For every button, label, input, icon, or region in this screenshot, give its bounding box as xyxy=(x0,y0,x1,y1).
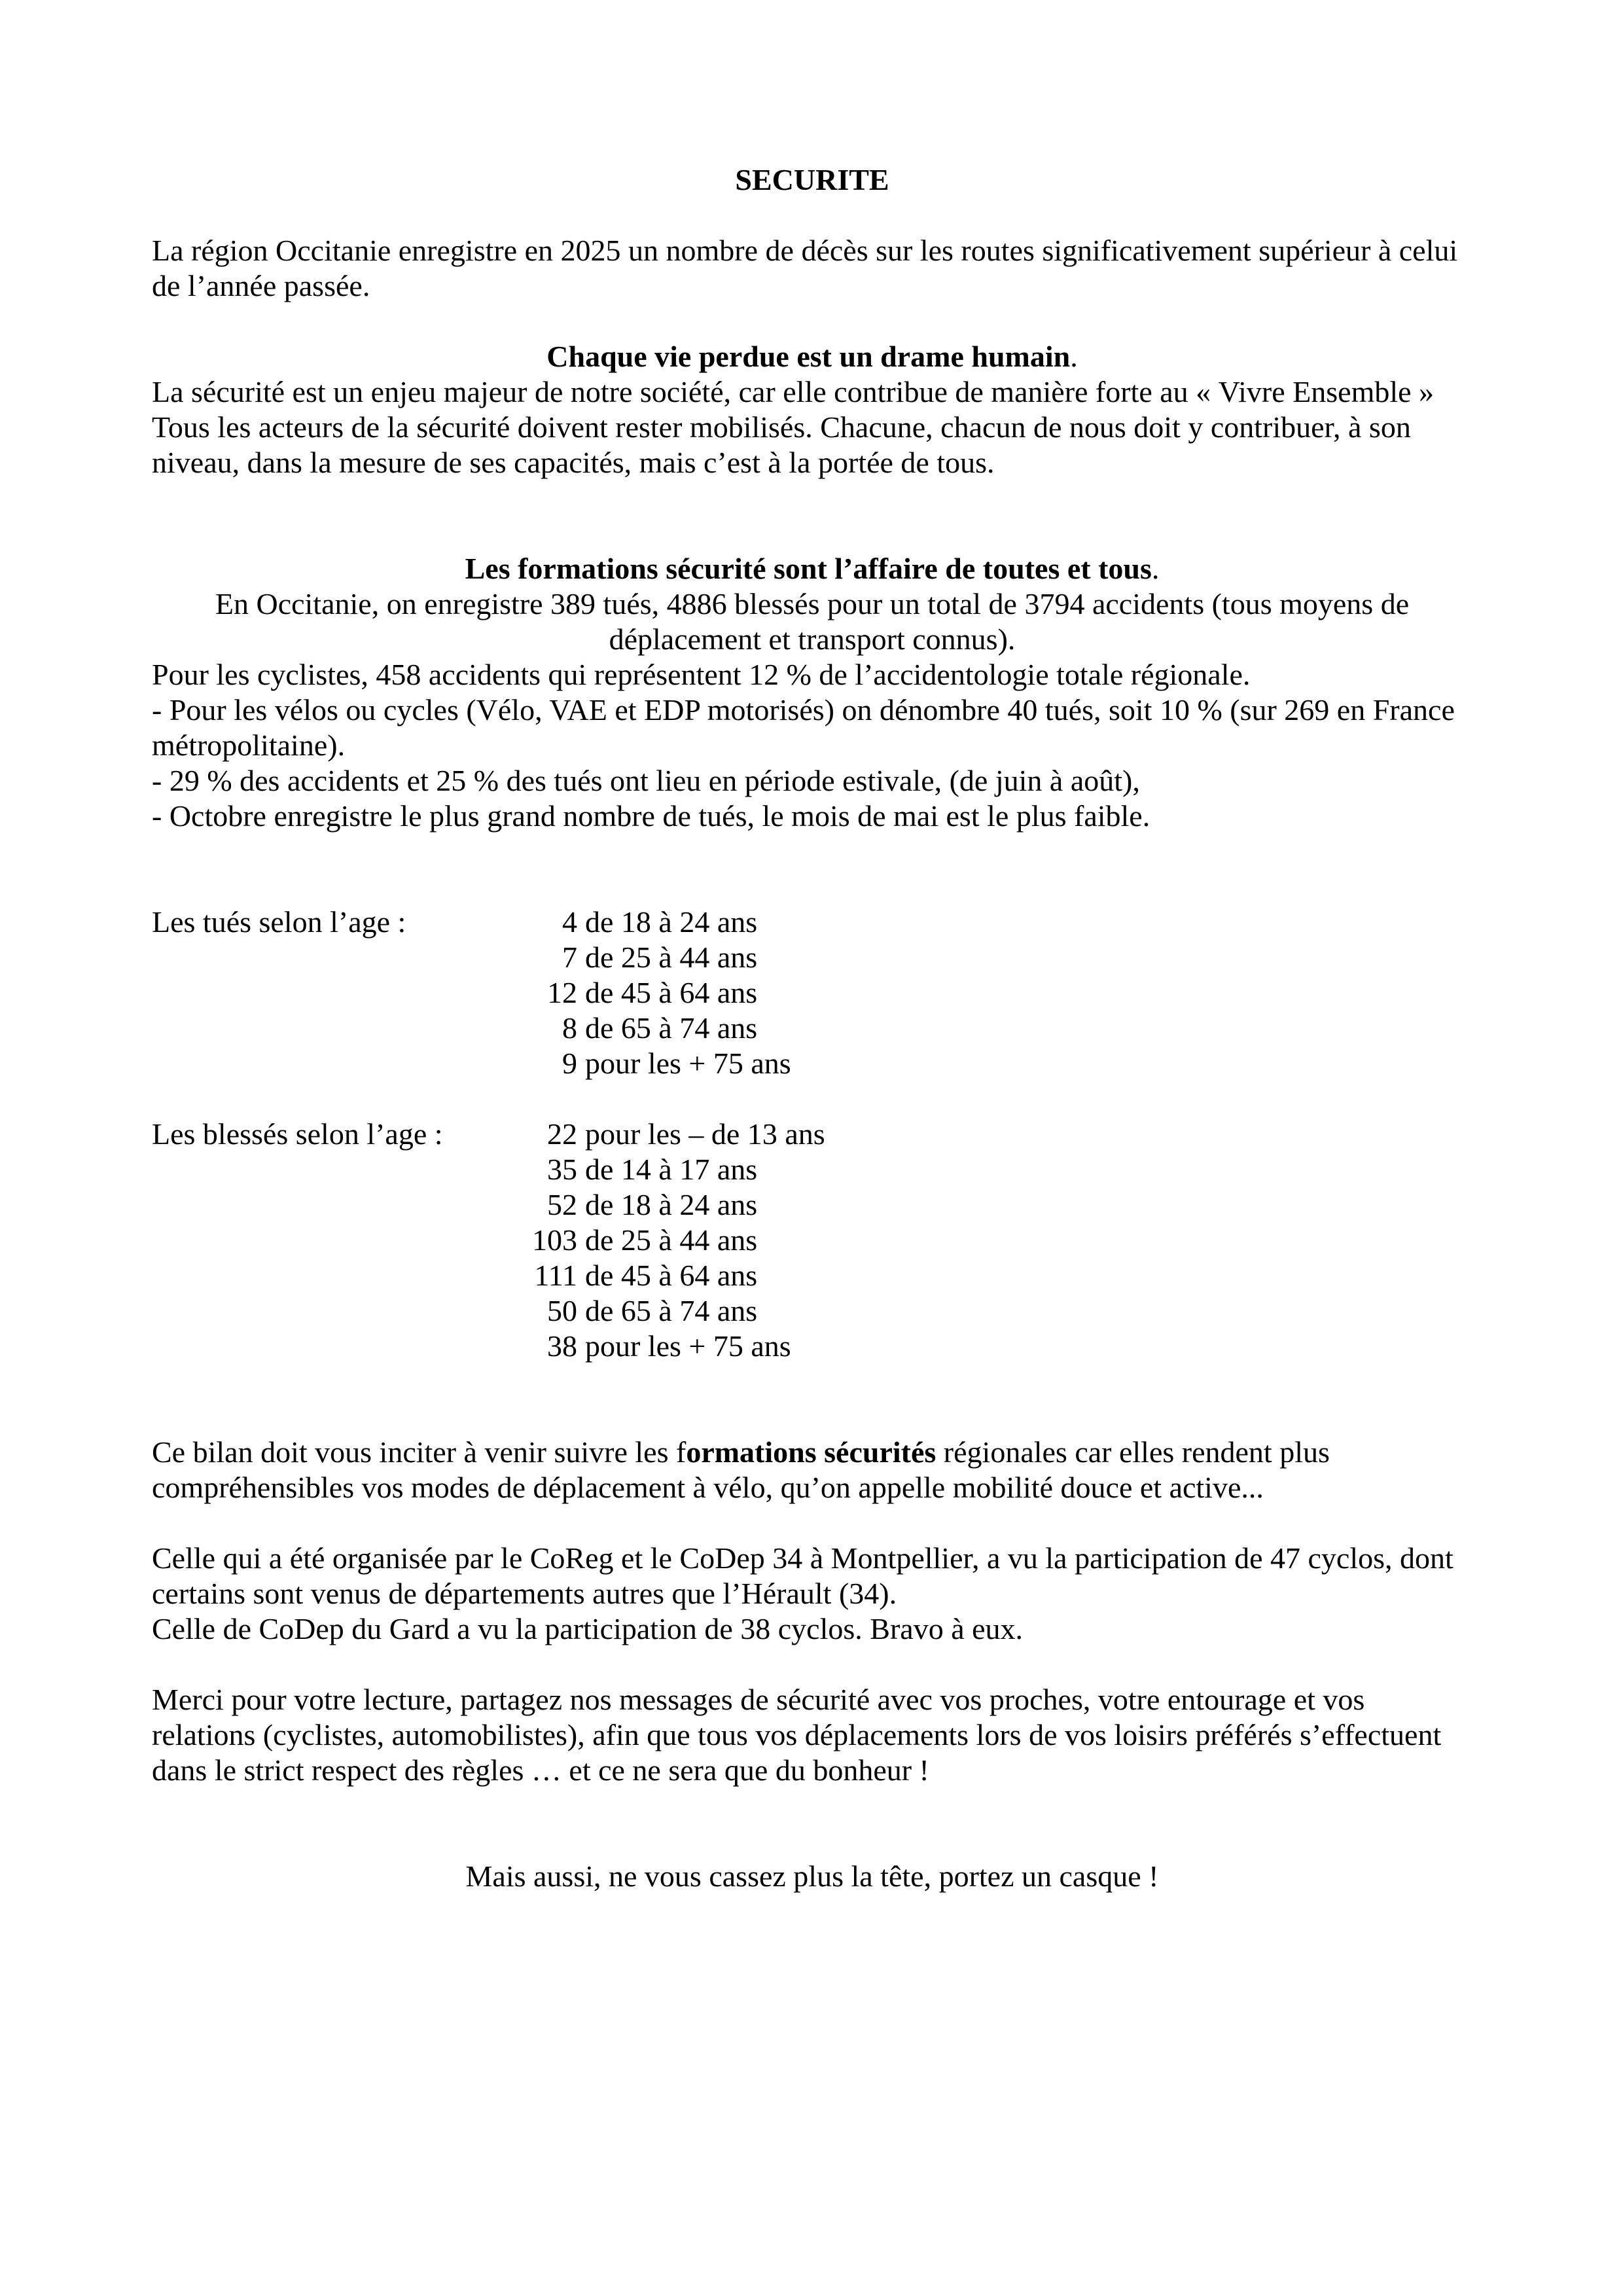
injured-age-range: de 18 à 24 ans xyxy=(585,1188,758,1221)
casque-paragraph: Mais aussi, ne vous cassez plus la tête, portez un casque ! xyxy=(465,1859,1159,1893)
blank-line xyxy=(152,1788,1472,1823)
killed-count: 9 xyxy=(562,1047,577,1080)
injured-item-row xyxy=(152,1152,1472,1187)
heading-drame-humain-period: . xyxy=(1070,340,1078,373)
blank-line xyxy=(152,1364,1472,1399)
injured-age-range: de 14 à 17 ans xyxy=(585,1153,758,1186)
injured-count: 103 xyxy=(532,1223,577,1257)
heading-formations-text: Les formations sécurité sont l’affaire de toutes et tous xyxy=(465,552,1152,585)
heading-formations xyxy=(152,551,1472,586)
injured-age-range: de 25 à 44 ans xyxy=(585,1223,758,1257)
blank-line xyxy=(152,834,1472,869)
injured-count: 38 xyxy=(547,1329,577,1363)
bilan-paragraph xyxy=(152,1435,1472,1505)
stats-region-paragraph: En Occitanie, on enregistre 389 tués, 4886 blessés pour un total de 3794 accidents (tous moyens de déplacement et transport connus). xyxy=(215,587,1410,656)
injured-item-row xyxy=(152,1223,1472,1258)
injured-item-row xyxy=(152,1293,1472,1329)
killed-item-row xyxy=(152,940,1472,975)
blank-line xyxy=(152,304,1472,339)
formation-gard-paragraph: Celle de CoDep du Gard a vu la participation de 38 cyclos. Bravo à eux. xyxy=(152,1612,1024,1645)
blank-line xyxy=(152,1081,1472,1117)
stats-octobre-paragraph: - Octobre enregistre le plus grand nombre de tués, le mois de mai est le plus faible. xyxy=(152,799,1150,833)
blank-line xyxy=(152,198,1472,233)
blank-line xyxy=(152,869,1472,905)
stats-cyclistes-paragraph: Pour les cyclistes, 458 accidents qui représentent 12 % de l’accidentologie totale régionale. xyxy=(152,658,1251,691)
killed-age-range: de 25 à 44 ans xyxy=(585,941,758,974)
killed-age-range: de 18 à 24 ans xyxy=(585,905,758,939)
securite-enjeu-paragraph: La sécurité est un enjeu majeur de notre société, car elle contribue de manière forte au « Vivre Ensemble » Tous les acteurs de la sécurité doivent rester mobilisés. Chacune, chacun de nous doit y contribuer, à son niveau, dans la mesure de ses capacités, mais c’est à la portée de tous. xyxy=(152,375,1435,479)
killed-age-range: de 65 à 74 ans xyxy=(585,1011,758,1045)
killed-by-age-section xyxy=(152,905,1472,1081)
killed-count: 4 xyxy=(562,905,577,939)
merci-paragraph: Merci pour votre lecture, partagez nos messages de sécurité avec vos proches, votre entourage et vos relations (cyclistes, automobilistes), afin que tous vos déplacements lors de vos loisirs préférés s’effectuent dans le strict respect des règles … et ce ne sera que du bonheur ! xyxy=(152,1683,1442,1787)
injured-age-range: pour les – de 13 ans xyxy=(585,1117,825,1151)
killed-item-row xyxy=(152,975,1472,1011)
heading-formations-period: . xyxy=(1151,552,1160,585)
bilan-text-start: Ce bilan doit vous inciter à venir suivre les f xyxy=(152,1435,687,1469)
blank-line xyxy=(152,480,1472,516)
injured-age-range: pour les + 75 ans xyxy=(585,1329,791,1363)
heading-drame-humain xyxy=(152,339,1472,374)
blank-line xyxy=(152,1823,1472,1859)
killed-age-range: de 45 à 64 ans xyxy=(585,976,758,1009)
killed-count: 8 xyxy=(562,1011,577,1045)
stats-velos-paragraph: - Pour les vélos ou cycles (Vélo, VAE et EDP motorisés) on dénombre 40 tués, soit 10 % (sur 269 en France métropolitaine). xyxy=(152,693,1455,762)
injured-item-row xyxy=(152,1329,1472,1364)
injured-count: 22 xyxy=(547,1117,577,1151)
killed-item-row xyxy=(152,1011,1472,1046)
stats-estivale-paragraph: - 29 % des accidents et 25 % des tués ont lieu en période estivale, (de juin à août), xyxy=(152,764,1140,797)
blank-line xyxy=(152,516,1472,551)
killed-count: 12 xyxy=(547,976,577,1009)
injured-item-row xyxy=(152,1187,1472,1223)
injured-age-range: de 65 à 74 ans xyxy=(585,1294,758,1327)
injured-by-age-section xyxy=(152,1117,1472,1364)
killed-age-range: pour les + 75 ans xyxy=(585,1047,791,1080)
injured-age-range: de 45 à 64 ans xyxy=(585,1259,758,1292)
blank-line xyxy=(152,1505,1472,1541)
injured-by-age-label: Les blessés selon l’age : xyxy=(152,1117,443,1151)
injured-count: 111 xyxy=(534,1259,577,1292)
injured-count: 52 xyxy=(547,1188,577,1221)
bilan-text-end: régionales car elles rendent plus compréhensibles vos modes de déplacement à vélo, qu’on appelle mobilité douce et active... xyxy=(152,1435,1330,1504)
formation-montpellier-paragraph: Celle qui a été organisée par le CoReg et le CoDep 34 à Montpellier, a vu la participation de 47 cyclos, dont certains sont venus de départements autres que l’Hérault (34). xyxy=(152,1541,1454,1610)
killed-item-row xyxy=(152,1046,1472,1081)
injured-count: 50 xyxy=(547,1294,577,1327)
injured-count: 35 xyxy=(547,1153,577,1186)
blank-line xyxy=(152,1399,1472,1435)
blank-line xyxy=(152,1647,1472,1682)
injured-item-row xyxy=(152,1258,1472,1293)
heading-drame-humain-text: Chaque vie perdue est un drame humain xyxy=(546,340,1071,373)
killed-by-age-label: Les tués selon l’age : xyxy=(152,905,406,939)
bilan-text-bold: ormations sécurités xyxy=(686,1435,936,1469)
killed-count: 7 xyxy=(562,941,577,974)
intro-paragraph: La région Occitanie enregistre en 2025 un nombre de décès sur les routes significativement supérieur à celui de l’année passée. xyxy=(152,234,1458,302)
document-title: SECURITE xyxy=(735,163,889,196)
